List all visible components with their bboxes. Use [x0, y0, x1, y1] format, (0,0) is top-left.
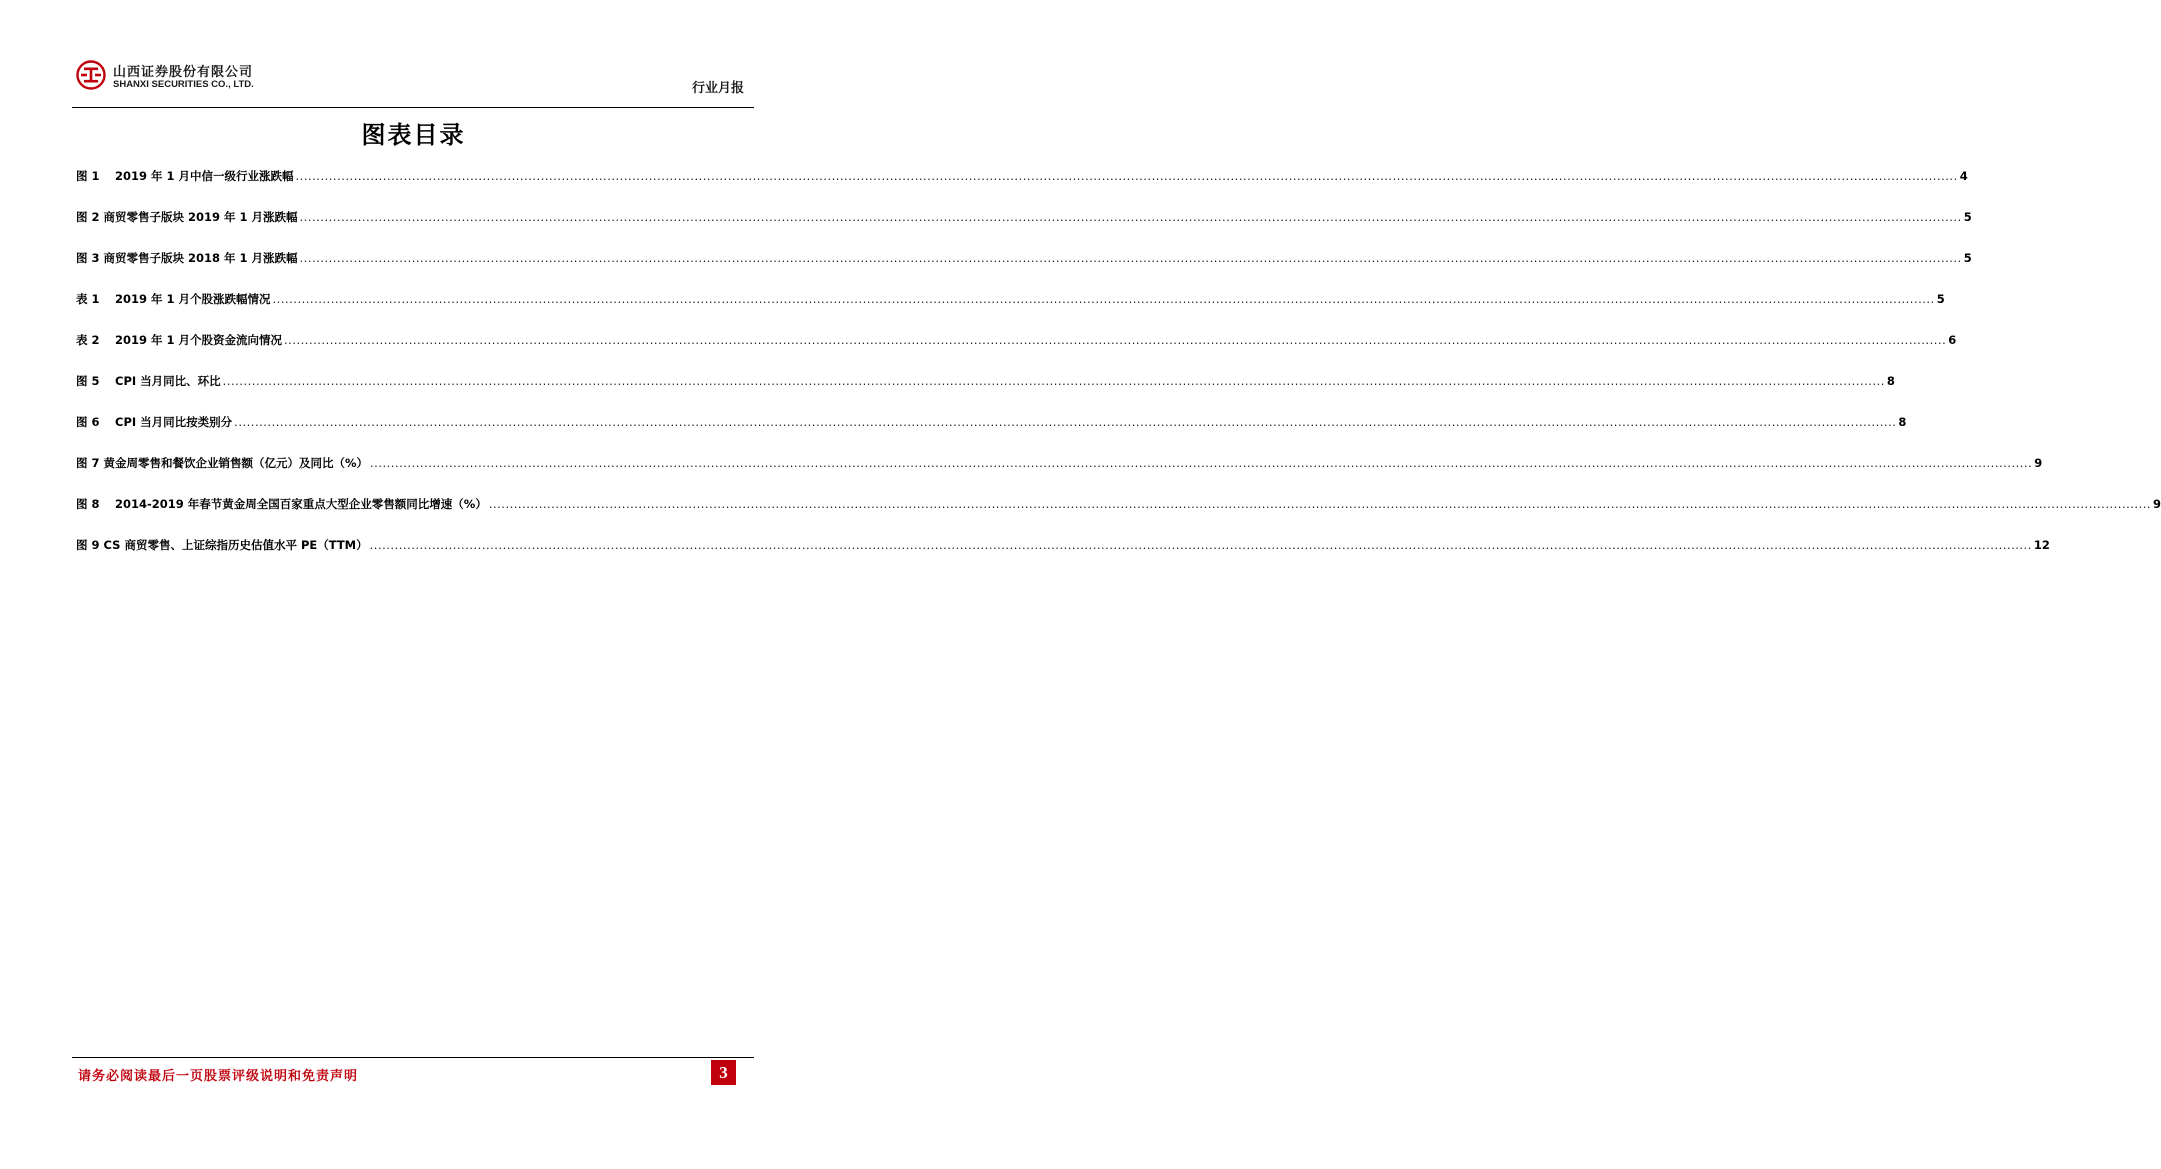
shanxi-securities-logo-icon	[76, 60, 106, 90]
toc-entry-page: 6	[1948, 333, 1957, 347]
toc-entry[interactable]	[76, 414, 1907, 455]
toc-dot-leader: ................................................................................................................................................................................................................................................................................................................................................................................................................	[370, 456, 2033, 470]
toc-entry-page: 8	[1898, 415, 1907, 429]
toc-dot-leader: ................................................................................................................................................................................................................................................................................................................................................................................................................	[488, 497, 2152, 511]
toc-entry-page: 9	[2034, 456, 2043, 470]
toc-entry-label: 图 1 2019 年 1 月中信一级行业涨跌幅	[76, 169, 294, 183]
toc-entry[interactable]	[76, 373, 1895, 414]
toc-dot-leader: ................................................................................................................................................................................................................................................................................................................................................................................................................	[295, 169, 1958, 183]
toc-entry[interactable]	[76, 168, 1968, 209]
table-of-figures	[76, 168, 2161, 578]
toc-entry[interactable]	[76, 250, 1972, 291]
toc-entry[interactable]	[76, 332, 1957, 373]
toc-entry-label: 表 1 2019 年 1 月个股涨跌幅情况	[76, 292, 271, 306]
page-number: 3	[711, 1060, 736, 1085]
toc-dot-leader: ................................................................................................................................................................................................................................................................................................................................................................................................................	[272, 292, 1935, 306]
toc-entry-label: 图 2 商贸零售子版块 2019 年 1 月涨跌幅	[76, 210, 298, 224]
page-title: 图表目录	[361, 121, 466, 149]
toc-entry-label: 图 5 CPI 当月同比、环比	[76, 374, 221, 388]
toc-entry-page: 5	[1963, 210, 1972, 224]
toc-entry-page: 9	[2153, 497, 2161, 511]
toc-dot-leader: ................................................................................................................................................................................................................................................................................................................................................................................................................	[284, 333, 1947, 347]
toc-dot-leader: ................................................................................................................................................................................................................................................................................................................................................................................................................	[234, 415, 1897, 429]
company-name-en: SHANXI SECURITIES CO., LTD.	[113, 79, 254, 90]
disclaimer-text: 请务必阅读最后一页股票评级说明和免责声明	[78, 1069, 359, 1084]
toc-entry[interactable]	[76, 291, 1945, 332]
toc-entry[interactable]	[76, 537, 2050, 578]
toc-dot-leader: ................................................................................................................................................................................................................................................................................................................................................................................................................	[299, 251, 1962, 265]
footer-divider	[72, 1057, 754, 1058]
toc-dot-leader: ................................................................................................................................................................................................................................................................................................................................................................................................................	[222, 374, 1885, 388]
toc-entry[interactable]	[76, 209, 1972, 250]
toc-entry-page: 8	[1886, 374, 1895, 388]
toc-entry[interactable]	[76, 496, 2161, 537]
toc-dot-leader: ................................................................................................................................................................................................................................................................................................................................................................................................................	[299, 210, 1962, 224]
toc-entry-page: 4	[1959, 169, 1968, 183]
toc-entry-label: 图 3 商贸零售子版块 2018 年 1 月涨跌幅	[76, 251, 298, 265]
toc-entry-label: 图 8 2014-2019 年春节黄金周全国百家重点大型企业零售额同比增速（%）	[76, 497, 487, 511]
toc-entry[interactable]	[76, 455, 2043, 496]
company-name-cn: 山西证券股份有限公司	[113, 65, 254, 80]
toc-dot-leader: ................................................................................................................................................................................................................................................................................................................................................................................................................	[369, 538, 2032, 552]
toc-entry-label: 图 6 CPI 当月同比按类别分	[76, 415, 233, 429]
toc-entry-label: 图 9 CS 商贸零售、上证综指历史估值水平 PE（TTM）	[76, 538, 368, 552]
toc-entry-page: 5	[1963, 251, 1972, 265]
toc-entry-label: 图 7 黄金周零售和餐饮企业销售额（亿元）及同比（%）	[76, 456, 369, 470]
header-divider	[72, 107, 754, 108]
report-type: 行业月报	[691, 81, 744, 96]
toc-entry-page: 12	[2033, 538, 2050, 552]
toc-entry-label: 表 2 2019 年 1 月个股资金流向情况	[76, 333, 283, 347]
toc-entry-page: 5	[1936, 292, 1945, 306]
